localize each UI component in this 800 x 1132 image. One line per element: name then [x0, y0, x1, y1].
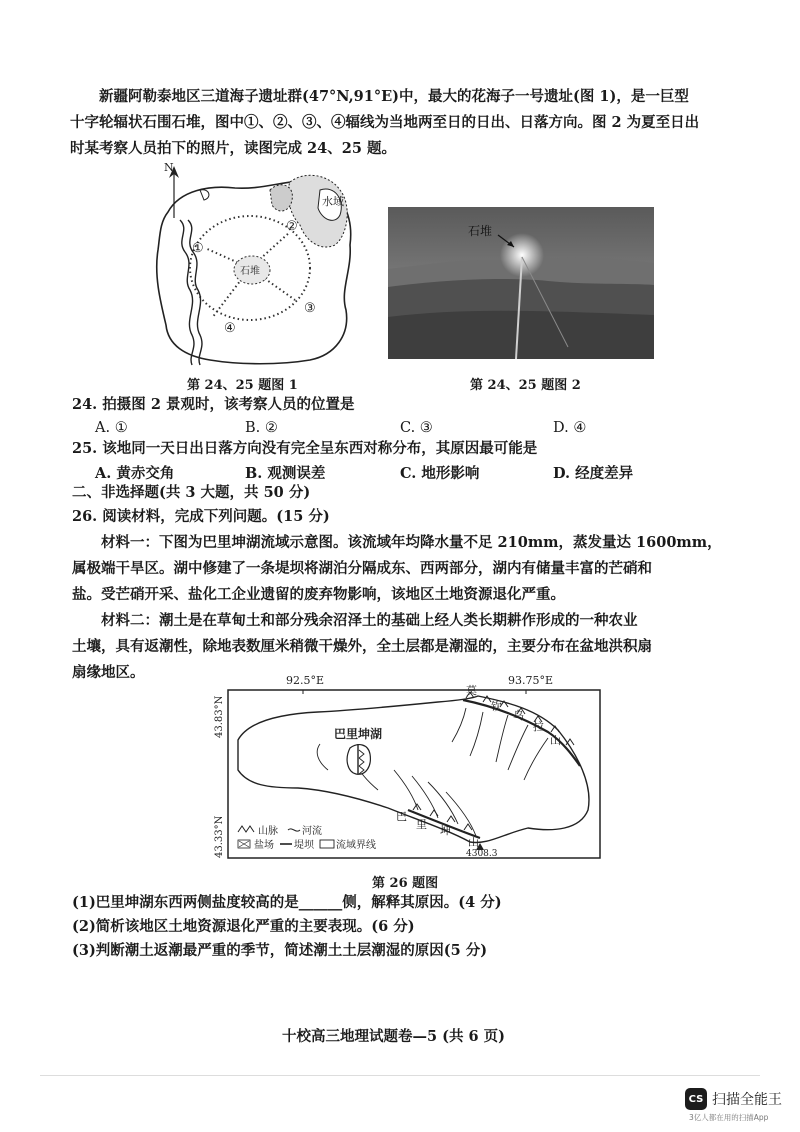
q26-stem: 26. 阅读材料，完成下列问题。(15 分)	[72, 508, 330, 525]
lake-label: 巴里坤湖	[334, 727, 383, 741]
q26-material-2-line-3: 扇缘地区。	[72, 664, 145, 681]
lon-label-2: 93.75°E	[508, 674, 554, 687]
q24-option-b: B. ②	[245, 420, 278, 436]
q24-stem: 24. 拍摄图 2 景观时，该考察人员的位置是	[72, 396, 355, 413]
page-footer: 十校高三地理试题卷—5 (共 6 页)	[282, 1028, 506, 1045]
figure-2-caption: 第 24、25 题图 2	[470, 378, 581, 393]
mtn-north-4: 拉	[533, 720, 544, 733]
intro-line-3: 时某考察人员拍下的照片，读图完成 24、25 题。	[70, 140, 396, 157]
scanner-tagline: 3亿人都在用的扫描App	[689, 1113, 769, 1122]
q26-material-1-line-2: 属极端干旱区。湖中修建了一条堤坝将湖泊分隔成东、西两部分，湖内有储量丰富的芒硝和	[72, 560, 652, 577]
q24-option-c: C. ③	[400, 420, 433, 436]
legend-boundary: 流域界线	[336, 840, 376, 851]
water-label: 水域	[322, 195, 344, 208]
figure-26-map	[208, 670, 608, 870]
scanner-name: 扫描全能王	[712, 1092, 782, 1108]
scanner-logo-icon: CS	[685, 1088, 707, 1110]
mtn-north-5: 山	[550, 734, 561, 747]
north-label: N	[164, 161, 174, 174]
mtn-south-4: 山	[468, 836, 479, 849]
legend-dam: 堤坝	[294, 840, 314, 851]
peak-elevation: 4308.3	[466, 849, 498, 859]
q25-stem: 25. 该地同一天日出日落方向没有完全呈东西对称分布，其原因最可能是	[72, 440, 538, 457]
mtn-south-1: 巴	[396, 810, 407, 823]
q26-subquestion-2: (2)简析该地区土地资源退化严重的主要表现。(6 分)	[72, 918, 415, 935]
q25-option-b: B. 观测误差	[245, 465, 326, 482]
mtn-north-2: 钦	[491, 700, 502, 713]
q25-option-d: D. 经度差异	[553, 465, 634, 482]
q24-option-d: D. ④	[553, 420, 587, 436]
mtn-north-1: 莫	[466, 684, 477, 697]
figure-26-caption: 第 26 题图	[372, 876, 439, 891]
q26-material-1-line-1: 材料一：下图为巴里坤湖流域示意图。该流域年均降水量不足 210mm，蒸发量达 1600mm，	[101, 534, 722, 551]
lat-label-1: 43.83°N	[214, 695, 225, 738]
q24-option-a: A. ①	[95, 420, 128, 436]
legend-salt: 盐场	[254, 840, 274, 851]
q25-option-a: A. 黄赤交角	[95, 465, 175, 482]
q26-material-2-line-1: 材料二：潮土是在草甸土和部分残余沼泽土的基础上经人类长期耕作形成的一种农业	[101, 612, 638, 629]
q26-subquestion-3: (3)判断潮土返潮最严重的季节，简述潮土土层潮湿的原因(5 分)	[72, 942, 488, 959]
marker-1: ①	[192, 241, 204, 256]
marker-2: ②	[286, 219, 298, 234]
footer-divider	[40, 1075, 760, 1076]
figure-1-stone-circle	[140, 160, 360, 370]
lat-label-2: 43.33°N	[214, 815, 225, 858]
q26-material-1-line-3: 盐。受芒硝开采、盐化工企业遗留的废弃物影响，该地区土地资源退化严重。	[72, 586, 565, 603]
scanner-watermark	[685, 1088, 782, 1123]
stone-pile-label: 石堆	[240, 266, 260, 277]
figure-1-caption: 第 24、25 题图 1	[187, 378, 298, 393]
marker-3: ③	[304, 301, 316, 316]
q25-option-c: C. 地形影响	[400, 465, 480, 482]
figure-2-photo	[388, 207, 654, 359]
q26-subquestion-1: (1)巴里坤湖东西两侧盐度较高的是______侧，解释其原因。(4 分)	[72, 894, 502, 911]
marker-4: ④	[224, 321, 236, 336]
lon-label-1: 92.5°E	[286, 674, 325, 687]
q26-material-2-line-2: 土壤，具有返潮性，除地表数厘米稍微干燥外，全土层都是潮湿的，主要分布在盆地洪积扇	[72, 638, 652, 655]
mtn-south-3: 坤	[440, 824, 451, 837]
mtn-south-2: 里	[416, 818, 427, 831]
legend-river: 河流	[302, 826, 322, 837]
intro-line-1: 新疆阿勒泰地区三道海子遗址群(47°N,91°E)中，最大的花海子一号遗址(图 1)，是一巨型	[99, 88, 689, 105]
mtn-north-3: 乌	[513, 709, 524, 722]
legend-mountain: 山脉	[258, 826, 278, 837]
photo-stone-label: 石堆	[468, 224, 493, 238]
section-2-heading: 二、非选择题(共 3 大题，共 50 分)	[72, 484, 311, 501]
intro-line-2: 十字轮辐状石围石堆，图中①、②、③、④辐线为当地两至日的日出、日落方向。图 2 为夏至日出	[70, 114, 700, 131]
